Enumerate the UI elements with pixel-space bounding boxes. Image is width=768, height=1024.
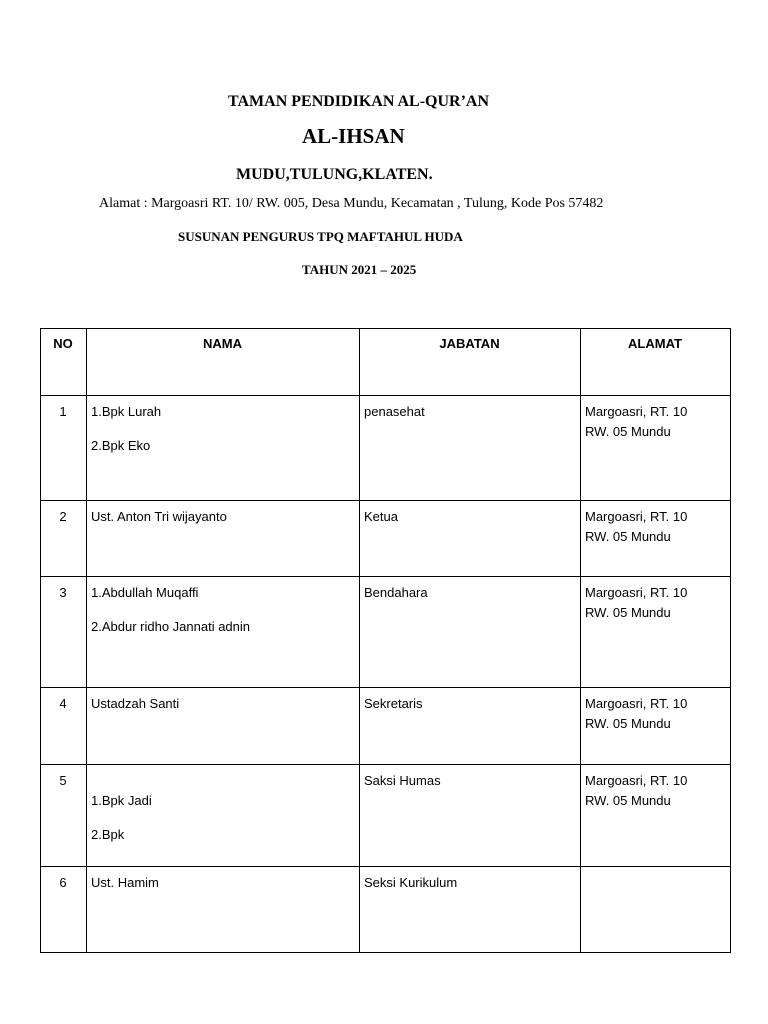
address-line: Margoasri, RT. 10 <box>585 404 688 419</box>
address-line: Margoasri, RT. 10 <box>585 696 688 711</box>
member-name: 1.Abdullah Muqaffi <box>91 585 199 600</box>
row-address <box>581 501 731 577</box>
document-subtitle: SUSUNAN PENGURUS TPQ MAFTAHUL HUDA <box>178 229 463 244</box>
address-line: RW. 05 Mundu <box>585 529 671 544</box>
row-position: Bendahara <box>360 577 581 688</box>
address-line: RW. 05 Mundu <box>585 605 671 620</box>
row-names <box>87 501 360 577</box>
member-name: 2.Bpk <box>91 827 125 842</box>
table-header-row <box>41 329 731 396</box>
row-position: penasehat <box>360 396 581 501</box>
table-row <box>41 501 731 577</box>
table-row <box>41 765 731 867</box>
institution-address: Alamat : Margoasri RT. 10/ RW. 005, Desa Mundu, Kecamatan , Tulung, Kode Pos 57482 <box>99 196 604 211</box>
table-row <box>41 867 731 953</box>
column-header-jabatan: JABATAN <box>360 329 581 396</box>
address-line: Margoasri, RT. 10 <box>585 585 688 600</box>
row-address <box>581 577 731 688</box>
address-line: RW. 05 Mundu <box>585 716 671 731</box>
row-number: 6 <box>41 867 87 953</box>
row-position: Sekretaris <box>360 688 581 765</box>
document-year: TAHUN 2021 – 2025 <box>302 262 417 277</box>
row-number: 2 <box>41 501 87 577</box>
column-header-no: NO <box>41 329 87 396</box>
committee-table <box>40 328 731 953</box>
row-address <box>581 396 731 501</box>
row-names <box>87 688 360 765</box>
row-number: 1 <box>41 396 87 501</box>
row-address <box>581 688 731 765</box>
row-address <box>581 867 731 953</box>
column-header-nama: NAMA <box>87 329 360 396</box>
row-number: 3 <box>41 577 87 688</box>
column-header-alamat: ALAMAT <box>581 329 731 396</box>
row-number: 4 <box>41 688 87 765</box>
address-line: RW. 05 Mundu <box>585 424 671 439</box>
member-name: Ustadzah Santi <box>91 696 180 711</box>
row-names <box>87 765 360 867</box>
member-name: Ust. Anton Tri wijayanto <box>91 509 227 524</box>
member-name: Ust. Hamim <box>91 875 159 890</box>
row-position: Saksi Humas <box>360 765 581 867</box>
member-name: 1.Bpk Lurah <box>91 404 162 419</box>
row-number: 5 <box>41 765 87 867</box>
institution-name: AL-IHSAN <box>302 124 405 148</box>
row-names <box>87 577 360 688</box>
table-row <box>41 577 731 688</box>
row-position: Seksi Kurikulum <box>360 867 581 953</box>
address-line: Margoasri, RT. 10 <box>585 773 688 788</box>
institution-location: MUDU,TULUNG,KLATEN. <box>236 166 433 183</box>
row-names <box>87 867 360 953</box>
row-address <box>581 765 731 867</box>
table-row <box>41 688 731 765</box>
member-name: 2.Abdur ridho Jannati adnin <box>91 619 251 634</box>
member-name: 2.Bpk Eko <box>91 438 151 453</box>
institution-title: TAMAN PENDIDIKAN AL-QUR’AN <box>228 93 490 110</box>
row-position: Ketua <box>360 501 581 577</box>
address-line: Margoasri, RT. 10 <box>585 509 688 524</box>
row-names <box>87 396 360 501</box>
member-name: 1.Bpk Jadi <box>91 793 152 808</box>
address-line: RW. 05 Mundu <box>585 793 671 808</box>
table-row <box>41 396 731 501</box>
